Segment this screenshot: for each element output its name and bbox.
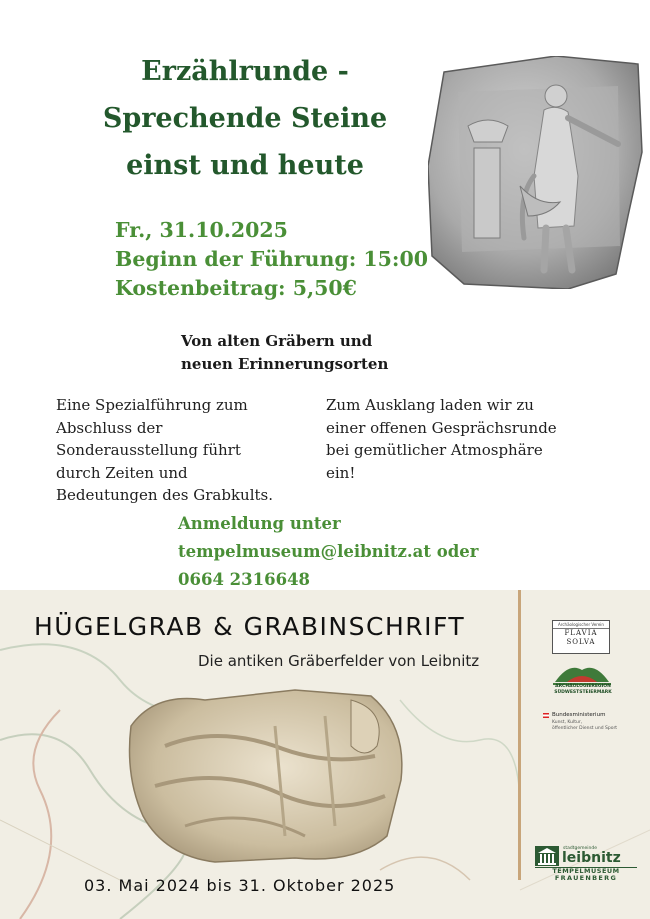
- relief-stone-image: [428, 56, 643, 289]
- archaeology-region-text: [543, 684, 623, 695]
- ministry-name: Bundesministerium: [552, 712, 606, 718]
- registration-email: tempelmuseum@leibnitz.at oder: [178, 542, 479, 561]
- registration-phone: 0664 2316648: [178, 570, 311, 589]
- ministry-department-line: öffentlicher Dienst und Sport: [552, 725, 618, 731]
- exhibition-subtitle: Die antiken Gräberfelder von Leibnitz: [198, 652, 480, 670]
- flavia-solva-logo: [552, 620, 610, 654]
- temple-icon: [535, 846, 559, 866]
- subheading-line-1: Von alten Gräbern und: [181, 332, 373, 350]
- description-left-line: Abschluss der: [56, 418, 163, 437]
- tempelmuseum-place: FRAUENBERG: [554, 874, 618, 882]
- description-right: [326, 394, 557, 484]
- title-line-3: einst und heute: [126, 150, 364, 181]
- description-right-line: Zum Ausklang laden wir zu: [326, 396, 534, 414]
- description-left-line: Bedeutungen des Grabkults.: [56, 486, 273, 504]
- flavia-solva-name: FLAVIA SOLVA: [553, 628, 609, 647]
- description-left-line: durch Zeiten und: [56, 463, 188, 482]
- description-right-line: bei gemütlicher Atmosphäre: [326, 441, 543, 459]
- event-subheading: [181, 330, 388, 376]
- archaeology-region-line: ARCHÄOLOGIEREGION: [555, 684, 611, 689]
- event-fee: Kostenbeitrag: 5,50€: [115, 276, 357, 300]
- event-title: [60, 48, 430, 189]
- registration-label: Anmeldung unter: [178, 514, 341, 533]
- exhibition-title: HÜGELGRAB & GRABINSCHRIFT: [34, 612, 466, 641]
- tempelmuseum-name: TEMPELMUSEUM: [552, 867, 620, 875]
- description-right-line: ein!: [326, 463, 356, 482]
- ministry-department-line: Kunst, Kultur,: [552, 720, 583, 725]
- exhibition-dates: 03. Mai 2024 bis 31. Oktober 2025: [84, 876, 396, 895]
- roman-relief-image: [125, 686, 410, 864]
- description-left: [56, 394, 273, 507]
- exhibition-banner: [0, 590, 650, 919]
- flavia-solva-association: Archäologischer Verein: [558, 622, 604, 627]
- registration-info: [178, 510, 478, 594]
- description-left-line: Eine Spezialführung zum: [56, 396, 248, 414]
- title-line-2: Sprechende Steine: [102, 103, 388, 134]
- event-details: [115, 216, 428, 303]
- tempelmuseum-logo: [535, 846, 637, 882]
- event-date: Fr., 31.10.2025: [115, 218, 288, 242]
- title-line-1: Erzählrunde -: [141, 56, 349, 87]
- ministry-department: [552, 720, 617, 731]
- subheading-line-2: neuen Erinnerungsorten: [181, 355, 389, 373]
- event-start-time: Beginn der Führung: 15:00: [115, 247, 429, 271]
- description-right-line: einer offenen Gesprächsrunde: [326, 418, 557, 437]
- archaeology-region-line: SÜDWESTSTEIERMARK: [554, 689, 612, 695]
- description-left-line: Sonderausstellung führt: [56, 441, 241, 459]
- leibnitz-wordmark: leibnitz: [562, 850, 621, 866]
- austria-flag-icon: [543, 713, 549, 718]
- stadtgemeinde-label: stadtgemeinde: [563, 846, 597, 851]
- banner-divider: [518, 590, 521, 880]
